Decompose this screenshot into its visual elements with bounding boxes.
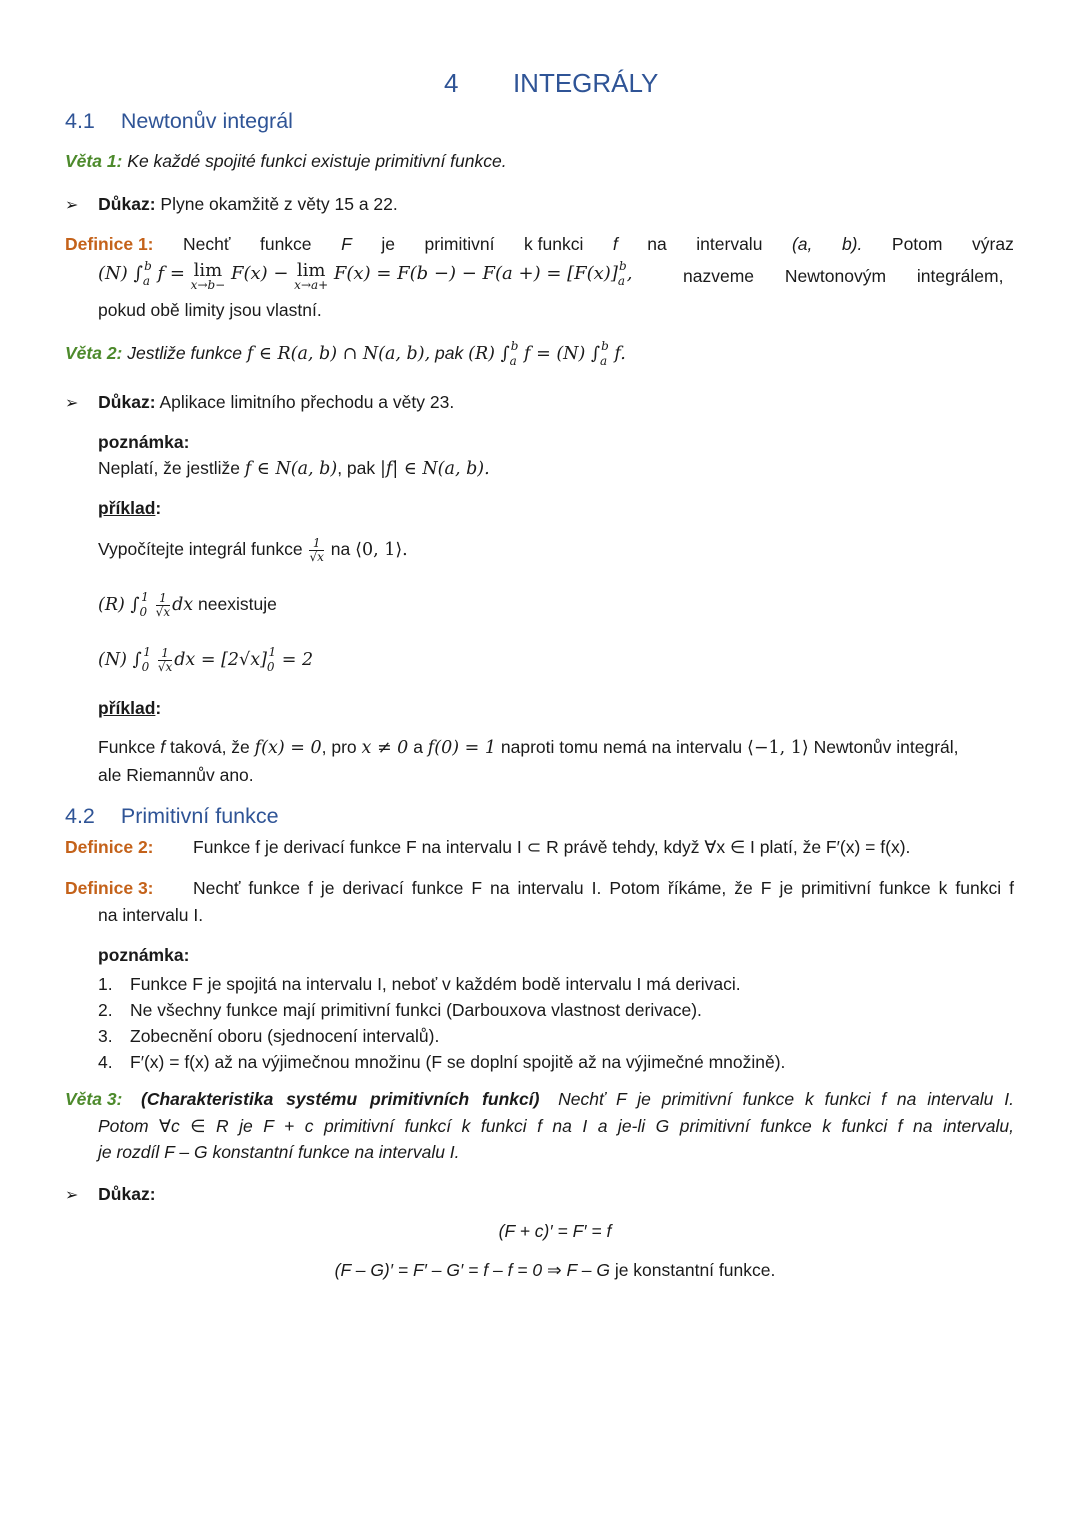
word: b). [841, 234, 863, 254]
example-text: Funkce [98, 737, 156, 757]
word: funkce [259, 234, 312, 254]
theorem-label: Věta 3: [65, 1089, 123, 1109]
proof-label: Důkaz: [98, 194, 156, 214]
example-1-task: Vypočítejte integrál funkce $\frac{1}{√x}$ na ⟨0, 1⟩. [98, 536, 408, 564]
example-label: příklad [98, 498, 156, 518]
section-heading [65, 804, 279, 829]
definition-2-text: Funkce f je derivací funkce F na intervalu I ⊂ R právě tehdy, když ∀x ∈ I platí, že F′(x) = f(x). [193, 837, 911, 857]
list-text: Funkce F je spojitá na intervalu I, neboť v každém bodě intervalu I má derivaci. [130, 974, 741, 994]
section-number: 4.2 [65, 804, 95, 828]
example-text: Newtonův integrál, [813, 737, 959, 757]
section-title: Newtonův integrál [120, 109, 293, 133]
theorem-label: Věta 1: [65, 151, 123, 171]
section-title: Primitivní funkce [120, 804, 279, 828]
list-item [98, 971, 785, 997]
note-label: poznámka: [98, 432, 190, 452]
example-2-line-2: ale Riemannův ano. [98, 765, 254, 785]
section-heading [65, 109, 293, 134]
note-2-list [98, 971, 785, 1075]
word: výraz [972, 234, 1014, 254]
proof-3-equation-1: (F + c)′ = F′ = f [498, 1221, 612, 1241]
example-2-label: příklad: [98, 698, 162, 718]
proof-3-equation-2 [0, 1260, 1080, 1281]
riemann-result: neexistuje [198, 594, 277, 615]
word: intervalu [696, 234, 763, 254]
list-item [98, 997, 785, 1023]
example-text: Vypočítejte integrál funkce [98, 539, 303, 560]
definition-label: Definice 3: [65, 878, 154, 898]
theorem-3-line-1 [65, 1089, 1014, 1110]
theorem-2: Věta 2: Jestliže funkce f ∈ R(a, b) ∩ N(a, b), pak (R) $\int_a^b$ f = (N) $\int_a^b$ f. [65, 339, 626, 368]
list-item [98, 1049, 785, 1075]
note-label: poznámka: [98, 945, 190, 965]
proof-3 [65, 1184, 156, 1205]
definition-2 [65, 837, 154, 858]
theorem-title: (Charakteristika systému primitivních funkcí) [141, 1089, 540, 1109]
word: f [612, 234, 618, 254]
note-text: Neplatí, že jestliže [98, 458, 241, 478]
word: Nechť [183, 234, 231, 254]
word: k funkci [524, 234, 584, 254]
chapter-heading [444, 68, 658, 99]
example-text: , pro [321, 737, 357, 757]
word: F [341, 234, 352, 254]
proof-2 [65, 392, 454, 413]
example-2-line-1: Funkce f taková, že f(x) = 0, pro x ≠ 0 a f(0) = 1 naproti tomu nemá na intervalu ⟨−1, 1⟩ Newtonův integrál, [98, 737, 959, 758]
example-label: příklad [98, 698, 156, 718]
list-number: 1. [98, 974, 113, 994]
example-text: a [413, 737, 423, 757]
example-text: taková, že [170, 737, 250, 757]
example-text: naproti tomu nemá na intervalu [500, 737, 743, 757]
list-text: Ne všechny funkce mají primitivní funkci (Darbouxova vlastnost derivace). [130, 1000, 702, 1020]
definition-3 [65, 878, 154, 899]
theorem-text: Ke každé spojité funkci existuje primitivní funkce. [127, 151, 507, 171]
word: je [381, 234, 395, 254]
word: Potom [891, 234, 943, 254]
theorem-3-line-3: je rozdíl F – G konstantní funkce na intervalu I. [98, 1142, 460, 1162]
note-2-label [98, 945, 189, 966]
note-1-text: Neplatí, že jestliže f ∈ N(a, b), pak |f| ∈ N(a, b). [98, 458, 490, 479]
newton-integral-formula: (N) $\int_a^b$ f = lim x→b− F(x) − lim x→a+ F(x) = F(b −) − F(a +) = $[F(x)]_a^b$, [98, 259, 633, 292]
proof-text: Plyne okamžitě z věty 15 a 22. [160, 194, 398, 214]
theorem-text: Nechť F je primitivní funkce k funkci f na intervalu I. [558, 1089, 1014, 1109]
chapter-number: 4 [444, 68, 459, 98]
newton-line: (N) $\int_0^1$ $\frac{1}{√x}$ dx = $[2√x]_0^1 = 2$ [98, 645, 314, 675]
definition-1-tail [683, 266, 1014, 287]
theorem-text: Jestliže funkce [127, 343, 243, 363]
definition-label: Definice 1: [65, 234, 154, 254]
definition-3-line-1: Nechť funkce f je derivací funkce F na intervalu I. Potom říkáme, že F je primitivní funkce k funkci f [193, 878, 1014, 898]
example-text: na [330, 539, 351, 560]
list-text: Zobecnění oboru (sjednocení intervalů). [130, 1026, 440, 1046]
word: primitivní [424, 234, 495, 254]
chapter-title: INTEGRÁLY [512, 68, 659, 98]
list-item [98, 1023, 785, 1049]
equation-text: (F – G)′ = F′ – G′ = f – f = 0 ⇒ F – G [334, 1260, 610, 1280]
arrow-bullet-icon: ➢ [65, 1187, 79, 1204]
note-1-label [98, 432, 189, 453]
theorem-label: Věta 2: [65, 343, 123, 363]
word: (a, [791, 234, 813, 254]
theorem-2-formula: f ∈ R(a, b) ∩ N(a, b), [246, 344, 431, 364]
theorem-1 [65, 151, 507, 172]
def1-tail-text: nazveme Newtonovým integrálem, [683, 266, 1004, 286]
proof-1 [65, 194, 398, 215]
theorem-3-line-2: Potom ∀c ∈ R je F + c primitivní funkcí k funkci f na I a je-li G primitivní funkce k funkci f na intervalu, [98, 1116, 1014, 1136]
arrow-bullet-icon: ➢ [65, 197, 79, 214]
word: na [647, 234, 667, 254]
riemann-line: (R) $\int_0^1$ $\frac{1}{√x}$ dx neexistuje [98, 590, 277, 620]
proof-text: Aplikace limitního přechodu a věty 23. [159, 392, 455, 412]
equation-tail: je konstantní funkce. [614, 1260, 776, 1280]
section-number: 4.1 [65, 109, 95, 133]
arrow-bullet-icon: ➢ [65, 395, 79, 412]
example-1-label: příklad: [98, 498, 162, 518]
list-number: 4. [98, 1052, 113, 1072]
definition-line-1 [65, 234, 1014, 255]
proof-label: Důkaz: [98, 1184, 156, 1204]
list-number: 3. [98, 1026, 113, 1046]
note-text: , pak [337, 458, 376, 478]
definition-1 [65, 234, 1014, 255]
proof-label: Důkaz: [98, 392, 156, 412]
definition-label: Definice 2: [65, 837, 154, 857]
definition-1-line-3: pokud obě limity jsou vlastní. [98, 300, 322, 320]
definition-3-line-2: na intervalu I. [98, 905, 204, 925]
list-text: F′(x) = f(x) až na výjimečnou množinu (F se doplní spojitě až na výjimečné množině). [130, 1052, 786, 1072]
list-number: 2. [98, 1000, 113, 1020]
